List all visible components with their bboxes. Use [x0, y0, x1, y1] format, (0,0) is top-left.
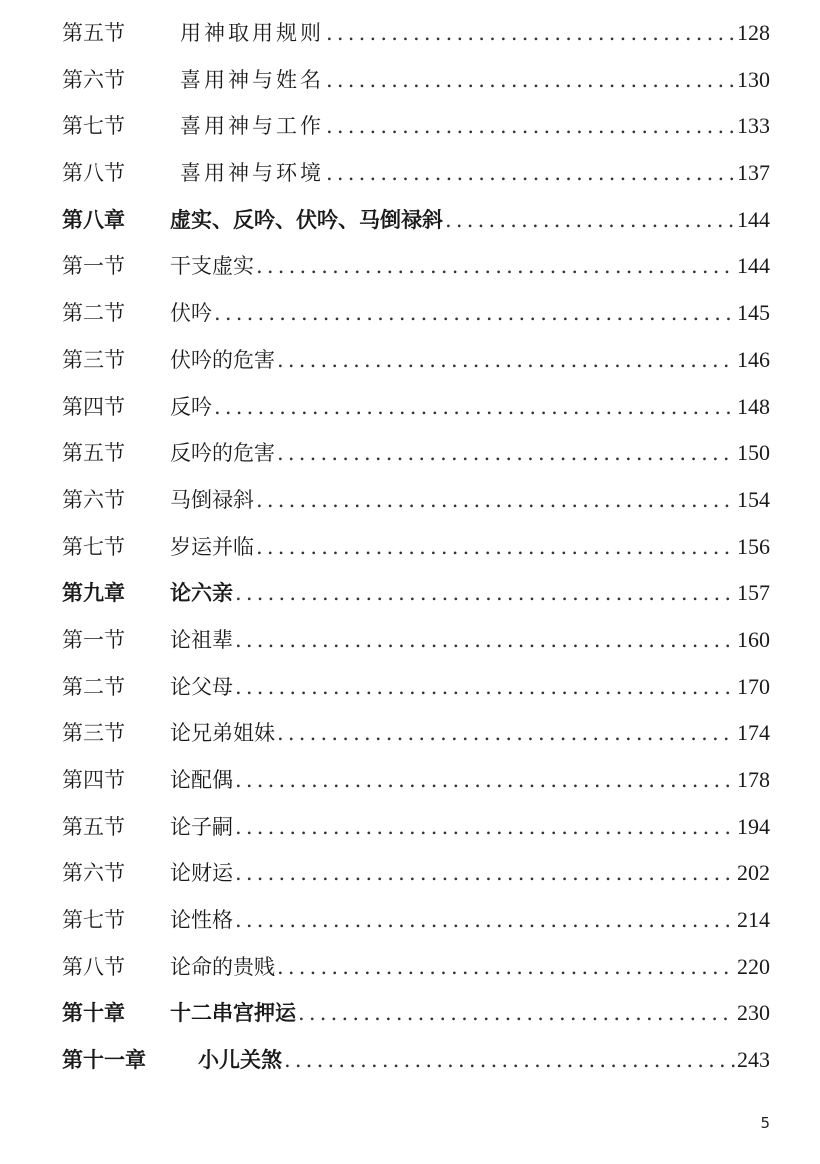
entry-page: 220 [737, 953, 770, 979]
entry-number: 第六节 [62, 67, 125, 92]
entry-title: 喜用神与工作 [180, 114, 324, 139]
dot-leader [235, 617, 735, 664]
dot-leader [214, 290, 735, 337]
entry-title: 反吟 [170, 394, 212, 419]
toc-entry[interactable] [62, 897, 770, 944]
chapter-number: 第八章 [62, 207, 125, 232]
toc-entry[interactable] [62, 430, 770, 477]
entry-number: 第七节 [62, 534, 125, 559]
entry-number: 第一节 [62, 254, 125, 279]
entry-title: 论性格 [170, 908, 233, 933]
entry-title: 伏吟的危害 [170, 347, 275, 372]
entry-number: 第五节 [62, 814, 125, 839]
entry-title: 论命的贵贱 [170, 954, 275, 979]
entry-page: 170 [737, 673, 770, 699]
toc-entry[interactable] [62, 524, 770, 571]
chapter-number: 第十章 [62, 1001, 125, 1026]
entry-title: 喜用神与环境 [180, 161, 324, 186]
entry-page: 148 [737, 393, 770, 419]
entry-page: 157 [737, 580, 770, 606]
toc-entry[interactable] [62, 337, 770, 384]
chapter-number: 第九章 [62, 581, 125, 606]
toc-entry[interactable] [62, 384, 770, 431]
dot-leader [235, 897, 735, 944]
toc-chapter-entry[interactable] [62, 1037, 770, 1084]
entry-number: 第二节 [62, 674, 125, 699]
entry-title: 马倒禄斜 [170, 487, 254, 512]
entry-title: 反吟的危害 [170, 441, 275, 466]
entry-page: 145 [737, 300, 770, 326]
entry-number: 第二节 [62, 301, 125, 326]
entry-number: 第六节 [62, 487, 125, 512]
entry-number: 第一节 [62, 627, 125, 652]
entry-number: 第三节 [62, 347, 125, 372]
dot-leader [235, 757, 735, 804]
toc-entry[interactable] [62, 617, 770, 664]
dot-leader [256, 524, 735, 571]
toc-entry[interactable] [62, 477, 770, 524]
toc-entry[interactable] [62, 290, 770, 337]
chapter-number: 第十一章 [62, 1048, 146, 1073]
dot-leader [235, 570, 735, 617]
dot-leader [214, 384, 735, 431]
entry-number: 第七节 [62, 114, 125, 139]
toc-entry[interactable] [62, 850, 770, 897]
entry-title: 论祖辈 [170, 627, 233, 652]
dot-leader [326, 103, 735, 150]
dot-leader [235, 850, 735, 897]
page-number: 5 [760, 1114, 770, 1132]
dot-leader [256, 477, 735, 524]
entry-page: 174 [737, 720, 770, 746]
dot-leader [277, 430, 735, 477]
toc-chapter-entry[interactable] [62, 990, 770, 1037]
entry-title: 岁运并临 [170, 534, 254, 559]
dot-leader [326, 57, 735, 104]
dot-leader [298, 990, 735, 1037]
chapter-title: 论六亲 [170, 581, 233, 606]
entry-number: 第五节 [62, 441, 125, 466]
dot-leader [235, 664, 735, 711]
chapter-title: 虚实、反吟、伏吟、马倒禄斜 [170, 207, 443, 232]
dot-leader [326, 150, 735, 197]
entry-title: 喜用神与姓名 [180, 67, 324, 92]
entry-title: 伏吟 [170, 301, 212, 326]
dot-leader [284, 1037, 735, 1084]
toc-entry[interactable] [62, 710, 770, 757]
entry-page: 230 [737, 1000, 770, 1026]
entry-page: 130 [737, 66, 770, 92]
entry-page: 178 [737, 767, 770, 792]
entry-number: 第四节 [62, 768, 125, 792]
entry-number: 第四节 [62, 394, 125, 419]
toc-entry[interactable] [62, 944, 770, 991]
entry-page: 146 [737, 346, 770, 372]
entry-number: 第八节 [62, 161, 125, 186]
table-of-contents [62, 10, 770, 1084]
dot-leader [445, 197, 735, 244]
entry-page: 144 [737, 206, 770, 232]
entry-number: 第五节 [62, 21, 125, 45]
toc-entry[interactable] [62, 757, 770, 804]
toc-chapter-entry[interactable] [62, 197, 770, 244]
entry-title: 论配偶 [170, 768, 233, 792]
entry-page: 214 [737, 907, 770, 933]
entry-number: 第三节 [62, 721, 125, 746]
chapter-title: 十二串宫押运 [170, 1001, 296, 1026]
toc-entry[interactable] [62, 103, 770, 150]
entry-title: 论兄弟姐妹 [170, 721, 275, 746]
toc-entry[interactable] [62, 150, 770, 197]
dot-leader [256, 243, 735, 290]
entry-title: 论子嗣 [170, 814, 233, 839]
entry-page: 202 [737, 860, 770, 886]
entry-page: 144 [737, 253, 770, 279]
entry-title: 干支虚实 [170, 254, 254, 279]
entry-page: 194 [737, 813, 770, 839]
dot-leader [277, 337, 735, 384]
entry-title: 论父母 [170, 674, 233, 699]
entry-page: 137 [737, 160, 770, 186]
entry-page: 160 [737, 626, 770, 652]
entry-page: 150 [737, 440, 770, 466]
chapter-title: 小儿关煞 [198, 1048, 282, 1073]
dot-leader [277, 944, 735, 991]
entry-number: 第六节 [62, 861, 125, 886]
entry-page: 156 [737, 533, 770, 559]
entry-title: 论财运 [170, 861, 233, 886]
entry-page: 133 [737, 113, 770, 139]
dot-leader [235, 804, 735, 851]
dot-leader [326, 10, 735, 57]
entry-page: 128 [737, 20, 770, 45]
entry-number: 第七节 [62, 908, 125, 933]
entry-title: 用神取用规则 [180, 21, 324, 45]
toc-entry[interactable] [62, 664, 770, 711]
entry-page: 243 [737, 1047, 770, 1073]
toc-entry[interactable] [62, 804, 770, 851]
dot-leader [277, 710, 735, 757]
toc-entry[interactable] [62, 243, 770, 290]
toc-entry[interactable] [62, 10, 770, 57]
entry-number: 第八节 [62, 954, 125, 979]
toc-chapter-entry[interactable] [62, 570, 770, 617]
toc-entry[interactable] [62, 57, 770, 104]
entry-page: 154 [737, 486, 770, 512]
